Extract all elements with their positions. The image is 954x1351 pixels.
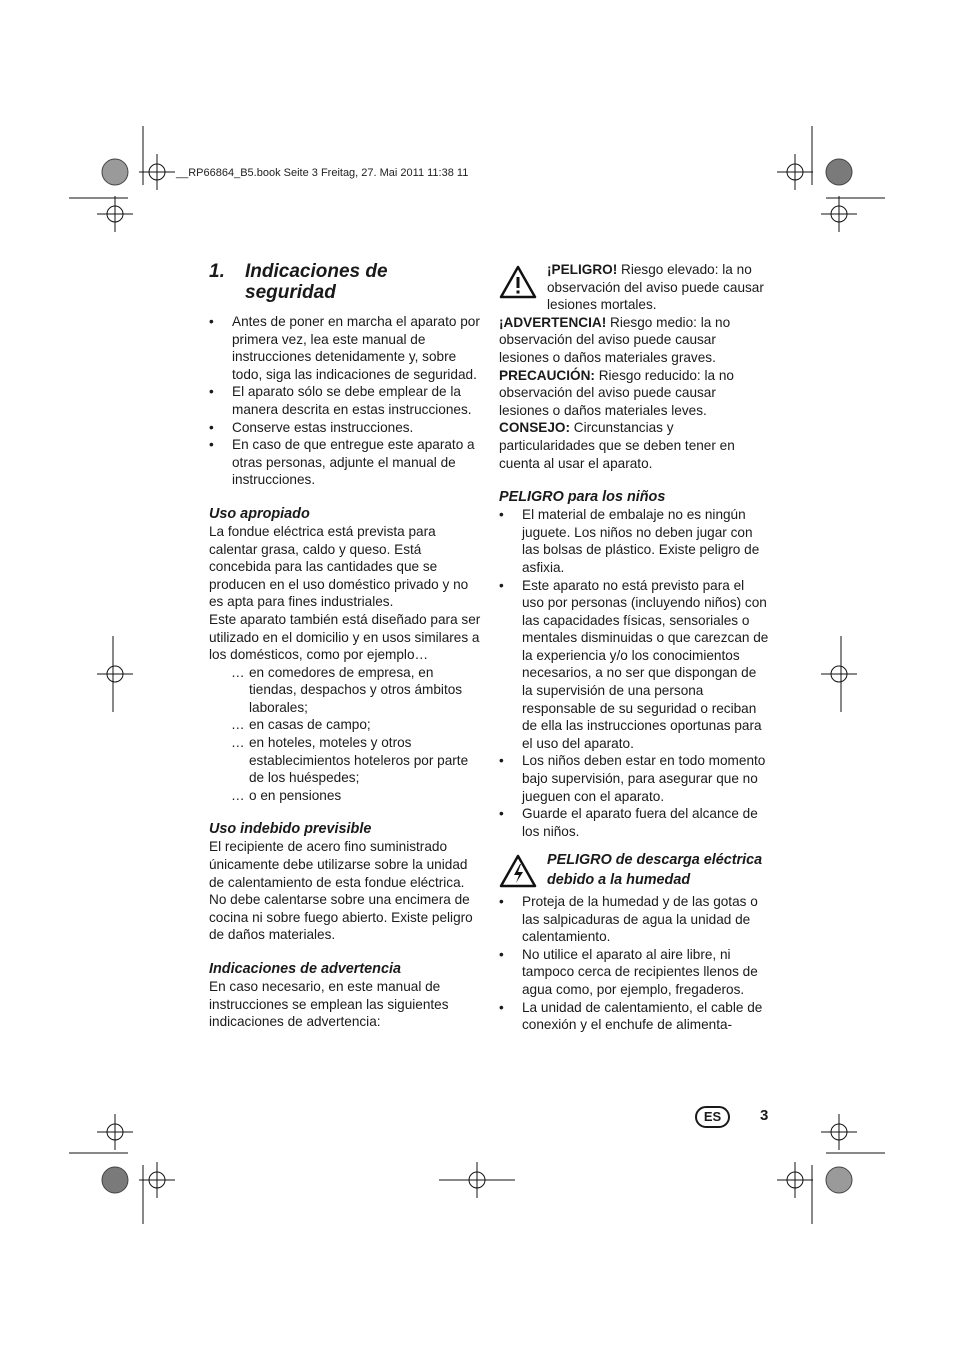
peligro-label: ¡PELIGRO! <box>547 262 618 277</box>
precaucion-text: Riesgo reducido: la no observación del aviso puede causar lesiones o daños materiales leves. <box>499 367 734 418</box>
warning-triangle-icon <box>499 265 537 299</box>
list-item: • Proteja de la humedad y de las gotas o las salpicaduras de agua la unidad de calentamiento. <box>499 893 769 946</box>
list-item: • La unidad de calentamiento, el cable de conexión y el enchufe de alimenta- <box>499 999 769 1034</box>
list-item: • Conserve estas instrucciones. <box>209 419 481 437</box>
subheading-uso-indebido: Uso indebido previsible <box>209 821 372 838</box>
right-column <box>499 261 769 1034</box>
section-title-line2: seguridad <box>245 282 336 303</box>
list-item: • No utilice el aparato al aire libre, ni tampoco cerca de recipientes llenos de agua como, por ejemplo, fregaderos. <box>499 946 769 999</box>
paragraph: La fondue eléctrica está prevista para calentar grasa, caldo y queso. Está concebida para las cantidades que se producen en el uso doméstico privado y no es apta para fines industriales. <box>209 523 469 610</box>
examples-list <box>209 664 481 805</box>
advertencia-text: Riesgo medio: la no observación del aviso puede causar lesiones o daños materiales graves. <box>499 314 731 365</box>
subheading-uso-apropiado: Uso apropiado <box>209 505 310 522</box>
paragraph: En caso necesario, en este manual de instrucciones se emplean las siguientes indicaciones de advertencia: <box>209 979 449 1030</box>
section-title-line1: Indicaciones de <box>245 261 388 282</box>
consejo-label: CONSEJO: <box>499 420 571 436</box>
paragraph <box>499 419 769 472</box>
list-item: • Antes de poner en marcha el aparato por primera vez, lea este manual de instrucciones detenidamente y, sobre todo, siga las indicaciones de seguridad. <box>209 313 481 383</box>
electric-shock-icon <box>499 854 537 888</box>
list-item: • Los niños deben estar en todo momento bajo supervisión, para asegurar que no jueguen con el aparato. <box>499 752 769 805</box>
list-item: … en hoteles, moteles y otros establecimientos hoteleros por parte de los huéspedes; <box>231 734 481 787</box>
section-title <box>209 261 481 303</box>
list-item: … en casas de campo; <box>231 716 481 734</box>
subheading-peligro-electrico: PELIGRO de descarga eléctrica debido a la humedad <box>547 852 763 889</box>
language-badge: ES <box>695 1106 730 1128</box>
paragraph: Este aparato también está diseñado para ser utilizado en el domicilio y en usos similares a los domésticos, como por ejemplo… <box>209 611 481 663</box>
consejo-text: Circunstancias y particularidades que se deben tener en cuenta al usar el aparato. <box>499 420 735 471</box>
electric-warning-block <box>499 850 769 893</box>
list-item: … en comedores de empresa, en tiendas, despachos y otros ámbitos laborales; <box>231 664 481 717</box>
paragraph <box>499 367 769 420</box>
paragraph <box>499 314 769 367</box>
list-item: • En caso de que entregue este aparato a otras personas, adjunte el manual de instrucciones. <box>209 436 481 489</box>
peligro-text: Riesgo elevado: la no observación del aviso puede causar lesiones mortales. <box>547 262 764 313</box>
intro-bullet-list <box>209 313 481 489</box>
paragraph: El recipiente de acero fino suministrado únicamente debe utilizarse sobre la unidad de calentamiento de esta fondue eléctrica. No debe calentarse sobre una encimera de cocina ni sobre fuego abierto. Existe peligro de daños materiales. <box>209 839 473 943</box>
advertencia-label: ¡ADVERTENCIA! <box>499 314 607 330</box>
list-item: … o en pensiones <box>231 787 481 805</box>
precaucion-label: PRECAUCIÓN: <box>499 367 595 383</box>
list-item: • El aparato sólo se debe emplear de la manera descrita en estas instrucciones. <box>209 383 481 418</box>
warning-signal-block <box>499 261 769 314</box>
list-item: • Guarde el aparato fuera del alcance de los niños. <box>499 805 769 840</box>
electric-bullet-list <box>499 893 769 1034</box>
children-bullet-list <box>499 506 769 840</box>
page-number: 3 <box>760 1107 769 1124</box>
list-item: • Este aparato no está previsto para el uso por personas (incluyendo niños) con las capacidades físicas, sensoriales o mentales disminuidas o que carezcan de la experiencia y/o los conocimientos necesarios, a no ser que dispongan de la supervisión de una persona responsable de su seguridad o reciban de ella las instrucciones oportunas para el uso del aparato. <box>499 577 769 753</box>
list-item: • El material de embalaje no es ningún juguete. Los niños no deben jugar con las bolsas de plástico. Existe peligro de asfixia. <box>499 506 769 576</box>
left-column <box>209 261 481 1031</box>
print-header: __RP66864_B5.book Seite 3 Freitag, 27. Mai 2011 11:38 11 <box>176 167 469 179</box>
subheading-peligro-ninos: PELIGRO para los niños <box>499 489 666 506</box>
section-number: 1. <box>209 261 225 282</box>
subheading-indicaciones-advertencia: Indicaciones de advertencia <box>209 961 401 977</box>
